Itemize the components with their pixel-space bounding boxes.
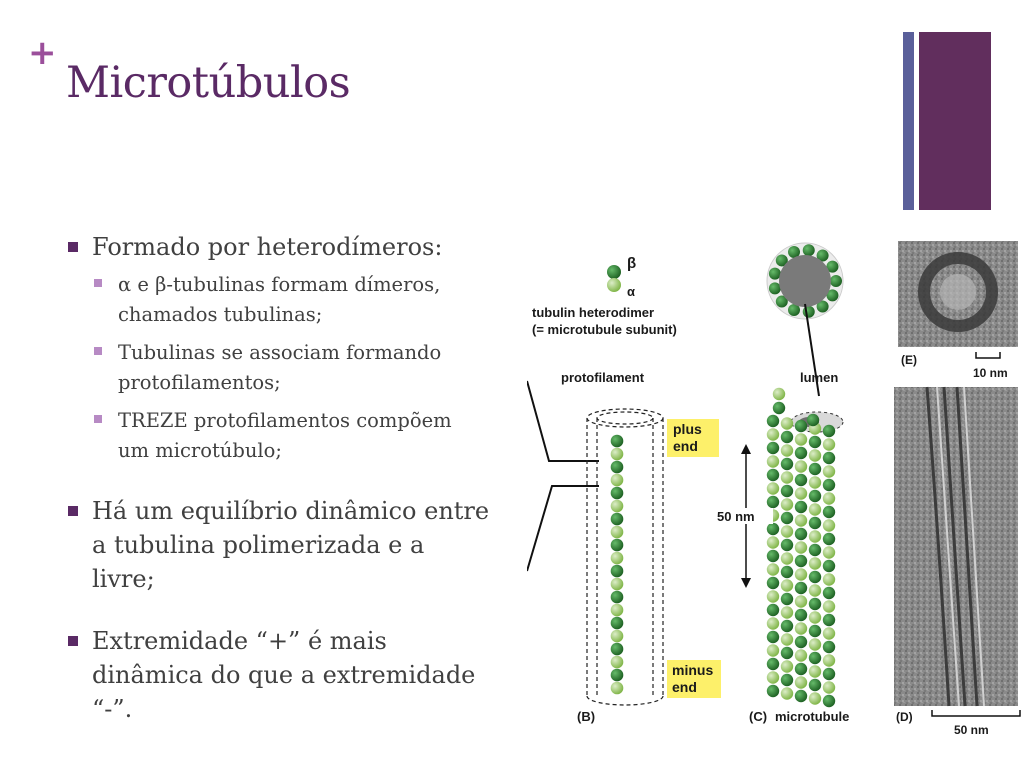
microtubule-bead	[795, 555, 807, 567]
panel-e-label: (E)	[901, 353, 917, 367]
microtubule-bead	[809, 571, 821, 583]
microtubule-bead	[781, 539, 793, 551]
microtubule-bead	[795, 595, 807, 607]
protofilament-bead	[611, 526, 624, 539]
microtubule-bead	[767, 442, 779, 454]
heterodimer-label-2: (= microtubule subunit)	[532, 322, 677, 337]
microtubule-bead	[795, 609, 807, 621]
microtubule-bead	[823, 560, 835, 572]
ring-bead	[830, 275, 842, 287]
microtubule-bead	[781, 620, 793, 632]
microtubule-bead	[823, 492, 835, 504]
microtubule-bead	[823, 438, 835, 450]
bullet-text: Formado por heterodímeros:	[92, 233, 443, 261]
bullet-line: “-”.	[92, 695, 133, 723]
microtubule-bead	[767, 482, 779, 494]
decor-bar-thin	[903, 32, 914, 210]
tubulin-heterodimer-icon	[607, 265, 621, 292]
scale-50nm-label: 50 nm	[717, 509, 755, 524]
microtubule-bead	[767, 590, 779, 602]
protofilament-bead	[611, 643, 624, 656]
decor-bar-wide	[919, 32, 991, 210]
microtubule-bead	[809, 503, 821, 515]
microtubule-bead	[823, 452, 835, 464]
sub-bullet-thirteen	[92, 406, 526, 466]
protofilament-bead	[611, 435, 624, 448]
protofilament-bead	[611, 552, 624, 565]
microtubule-bead	[809, 557, 821, 569]
ring-bead	[803, 244, 815, 256]
bullet-square-icon	[68, 242, 78, 252]
microtubule-bead	[767, 563, 779, 575]
sub-bullet-line: protofilamentos;	[118, 371, 281, 394]
microtubule-bead	[767, 604, 779, 616]
minus-end-label-2: end	[672, 679, 697, 695]
microtubule-bead	[823, 573, 835, 585]
microtubule-bead	[767, 658, 779, 670]
microtubule-bead	[809, 490, 821, 502]
microtubule-bead	[795, 636, 807, 648]
microtubule-bead	[823, 465, 835, 477]
protofilament-bead	[611, 513, 624, 526]
microtubule-bead	[781, 674, 793, 686]
microtubule-bead	[809, 692, 821, 704]
microtubule-bead	[781, 566, 793, 578]
microtubule-bead	[823, 546, 835, 558]
ring-bead	[769, 268, 781, 280]
microtubule-bead	[823, 587, 835, 599]
beta-label: β	[627, 255, 637, 272]
microtubule-bead	[795, 649, 807, 661]
microtubule-bead	[795, 676, 807, 688]
microtubule-bead	[823, 668, 835, 680]
sub-bullet-line: chamados tubulinas;	[118, 303, 323, 326]
microtubule-bead	[795, 541, 807, 553]
microtubule-bead	[781, 525, 793, 537]
microtubule-bead	[781, 471, 793, 483]
microtubule-bead	[809, 449, 821, 461]
microtubule-bead	[767, 631, 779, 643]
protofilament-bead	[611, 591, 624, 604]
microtubule-bead	[781, 512, 793, 524]
protofilament-bead	[611, 682, 624, 695]
protofilament-beads	[611, 435, 624, 695]
bullet-line: a tubulina polimerizada e a	[92, 531, 425, 559]
scale-10nm-label: 10 nm	[973, 366, 1008, 380]
microtubule-bead	[767, 523, 779, 535]
microtubule-bead	[767, 469, 779, 481]
protofilament-bead	[611, 539, 624, 552]
microtubule-bead	[795, 420, 807, 432]
microtubule-bead	[809, 638, 821, 650]
protofilament-pointer-2	[527, 486, 599, 571]
plus-end-label: plus	[673, 421, 702, 437]
ring-bead	[769, 282, 781, 294]
scale-bar-10nm	[976, 352, 1000, 358]
sub-bullet-protofilaments	[92, 338, 526, 398]
microtubule-bead	[823, 479, 835, 491]
microtubule-bead	[795, 501, 807, 513]
protofilament-bead	[611, 617, 624, 630]
panel-b-cylinder	[587, 409, 663, 705]
bullet-plus-end	[66, 624, 526, 726]
protofilament-bead	[611, 630, 624, 643]
microtubule-bead	[807, 414, 819, 426]
bullet-line: livre;	[92, 565, 155, 593]
plus-end-label-2: end	[673, 438, 698, 454]
slide-title: Microtúbulos	[66, 58, 351, 108]
microtubule-bead	[809, 611, 821, 623]
microtubule-bead	[823, 695, 835, 707]
microtubule-bead	[781, 606, 793, 618]
microtubule-bead	[795, 474, 807, 486]
microtubule-bead	[767, 415, 779, 427]
microtubule-bead	[823, 614, 835, 626]
protofilament-bead	[611, 565, 624, 578]
bullet-line: Há um equilíbrio dinâmico entre	[92, 497, 490, 525]
microtubule-bead	[795, 447, 807, 459]
protofilament-bead	[611, 461, 624, 474]
sub-bullet-line: α e β-tubulinas formam dímeros,	[118, 273, 441, 296]
microtubule-bead	[809, 463, 821, 475]
microtubule-bead	[781, 417, 793, 429]
microtubule-bead	[773, 388, 785, 400]
microtubule-bead	[767, 496, 779, 508]
microtubule-label: microtubule	[775, 709, 850, 724]
microtubule-bead	[767, 455, 779, 467]
bullet-list	[66, 230, 526, 726]
microtubule-bead	[809, 665, 821, 677]
protofilament-bead	[611, 578, 624, 591]
bullet-heterodimers	[66, 230, 526, 264]
panel-e-micrograph	[898, 241, 1018, 347]
microtubule-bead	[823, 425, 835, 437]
microtubule-bead	[781, 552, 793, 564]
microtubule-bead	[809, 476, 821, 488]
microtubule-bead	[795, 460, 807, 472]
microtubule-bead	[809, 530, 821, 542]
microtubule-bead	[809, 625, 821, 637]
microtubule-bead	[795, 690, 807, 702]
microtubule-bead	[809, 544, 821, 556]
panel-c-microtubule	[767, 388, 843, 707]
bullet-square-icon	[94, 415, 102, 423]
microtubule-bead	[795, 514, 807, 526]
plus-mark: +	[28, 33, 57, 73]
microtubule-bead	[767, 671, 779, 683]
microtubule-bead	[781, 498, 793, 510]
microtubule-bead	[823, 627, 835, 639]
protofilament-bead	[611, 474, 624, 487]
microtubule-bead	[795, 582, 807, 594]
bullet-equilibrium	[66, 494, 526, 596]
microtubule-bead	[823, 654, 835, 666]
protofilament-bead	[611, 448, 624, 461]
panel-d-label: (D)	[896, 710, 913, 724]
microtubule-bead	[781, 579, 793, 591]
panel-d-micrograph	[894, 387, 1018, 706]
bullet-line: Extremidade “+” é mais	[92, 627, 387, 655]
microtubule-bead	[781, 687, 793, 699]
bullet-square-icon	[68, 506, 78, 516]
microtubule-bead	[809, 584, 821, 596]
protofilament-bead	[611, 656, 624, 669]
microtubule-bead	[767, 577, 779, 589]
microtubule-bead	[767, 550, 779, 562]
microtubule-bead	[781, 633, 793, 645]
microtubule-bead	[767, 428, 779, 440]
microtubule-bead	[781, 593, 793, 605]
microtubule-bead	[795, 433, 807, 445]
minus-end-label: minus	[672, 662, 714, 678]
heterodimer-label-1: tubulin heterodimer	[532, 305, 655, 320]
panel-b-label: (B)	[577, 709, 596, 724]
microtubule-bead	[781, 647, 793, 659]
protofilament-bead	[611, 500, 624, 513]
microtubule-bead	[767, 617, 779, 629]
microtubule-bead	[773, 402, 785, 414]
bullet-square-icon	[94, 347, 102, 355]
microtubule-bead	[795, 487, 807, 499]
protofilament-bead	[611, 604, 624, 617]
microtubule-bead	[809, 436, 821, 448]
microtubule-bead	[795, 528, 807, 540]
microtubule-bead	[809, 598, 821, 610]
microtubule-bead	[767, 685, 779, 697]
lumen-label: lumen	[800, 370, 839, 385]
bullet-square-icon	[94, 279, 102, 287]
protofilament-bead	[611, 669, 624, 682]
microtubule-bead	[781, 458, 793, 470]
sub-bullet-line: TREZE protofilamentos compõem	[118, 409, 452, 432]
microtubule-bead	[795, 622, 807, 634]
microtubule-bead	[823, 533, 835, 545]
microtubule-bead	[781, 431, 793, 443]
sub-bullet-line: um microtúbulo;	[118, 439, 282, 462]
microtubule-bead	[795, 568, 807, 580]
microtubule-bead	[809, 652, 821, 664]
microtubule-bead	[823, 519, 835, 531]
sub-bullet-line: Tubulinas se associam formando	[118, 341, 442, 364]
alpha-label: α	[627, 284, 635, 299]
microtubule-bead	[767, 644, 779, 656]
sub-bullet-dimers	[92, 270, 526, 330]
microtubule-bead	[781, 485, 793, 497]
microtubule-bead	[823, 600, 835, 612]
protofilament-bead	[611, 487, 624, 500]
microtubule-bead	[809, 517, 821, 529]
bullet-line: dinâmica do que a extremidade	[92, 661, 476, 689]
microtubule-bead	[823, 506, 835, 518]
microtubule-bead	[781, 444, 793, 456]
figure-svg	[527, 236, 1024, 768]
microtubule-bead	[767, 536, 779, 548]
microtubule-bead	[823, 641, 835, 653]
microtubule-bead	[823, 681, 835, 693]
scale-bar-50nm	[932, 710, 1020, 716]
protofilament-label: protofilament	[561, 370, 645, 385]
panel-c-label: (C)	[749, 709, 768, 724]
microtubule-bead	[809, 679, 821, 691]
bullet-square-icon	[68, 636, 78, 646]
scale-50nm-d-label: 50 nm	[954, 723, 989, 737]
microtubule-bead	[781, 660, 793, 672]
microtubule-figure	[527, 236, 1024, 768]
microtubule-bead	[795, 663, 807, 675]
